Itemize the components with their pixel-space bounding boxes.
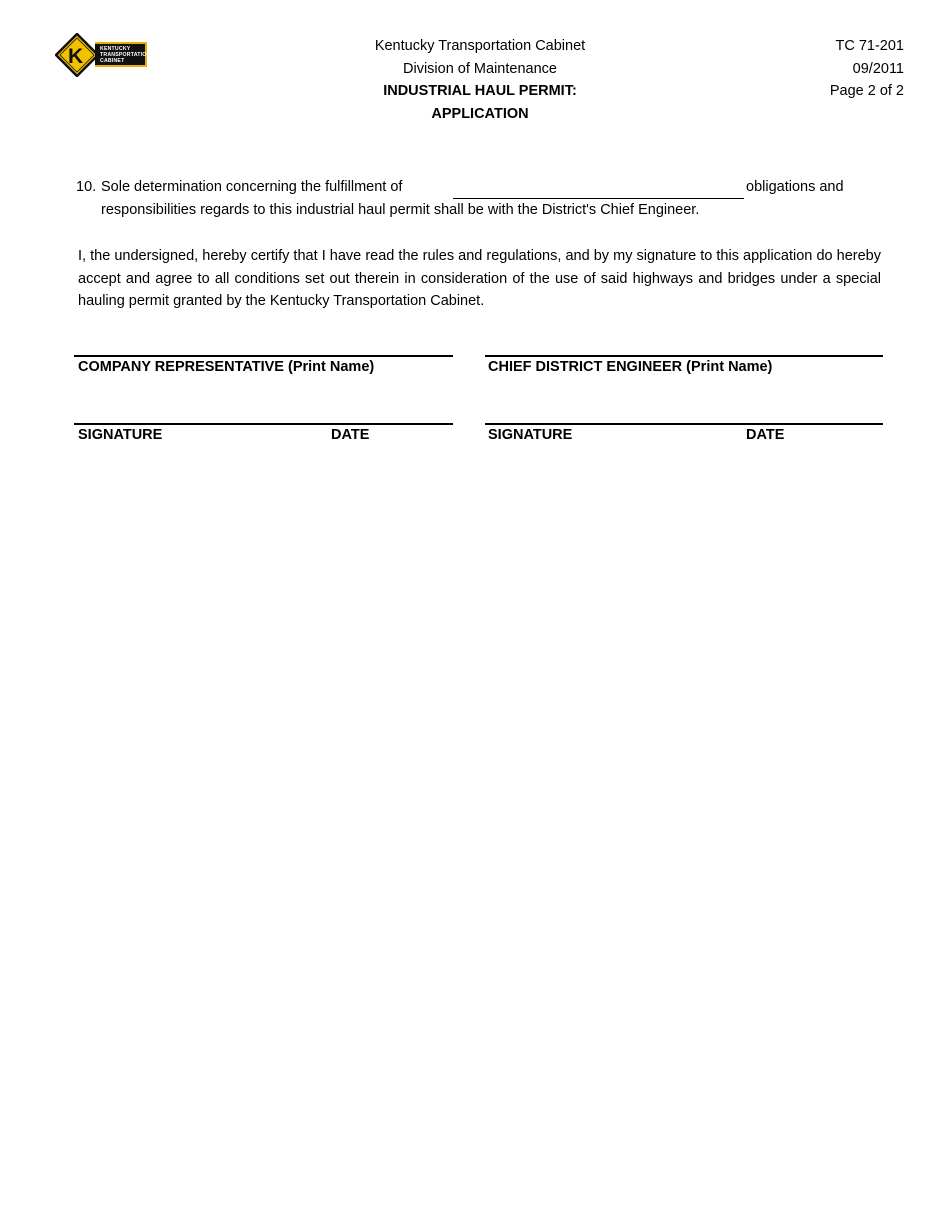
company-representative-name-label: COMPANY REPRESENTATIVE (Print Name) <box>78 359 375 375</box>
right-signature-label: SIGNATURE <box>488 427 573 443</box>
agency-name: Kentucky Transportation Cabinet <box>374 38 586 54</box>
logo-wordmark <box>95 42 151 67</box>
form-number: TC 71-201 <box>835 38 904 54</box>
revision-date: 09/2011 <box>852 60 904 77</box>
logo-wordmark-line: CABINET <box>100 58 125 64</box>
division-name: Division of Maintenance <box>403 60 557 77</box>
chief-district-engineer-name-label: CHIEF DISTRICT ENGINEER (Print Name) <box>488 359 773 375</box>
item-number: 10. <box>76 179 97 195</box>
k-diamond-icon <box>55 33 99 77</box>
form-subtitle: APPLICATION <box>431 105 529 122</box>
responsible-party-field[interactable] <box>453 198 744 199</box>
form-identifier <box>830 35 904 103</box>
logo-wordmark-line: KENTUCKY <box>100 46 131 52</box>
item-10-tail-text: obligations and <box>746 179 844 195</box>
certification-statement: I, the undersigned, hereby certify that I have read the rules and regulations, and by my signature to this application do hereby accept and agree to all conditions set out therein in consideration of the use of said highways and bridges under a special hauling permit granted by the Kentucky Transportation Cabinet. <box>78 248 881 309</box>
form-header <box>330 35 630 125</box>
kentucky-transportation-logo <box>55 33 150 77</box>
item-10-line-2: responsibilities regards to this industrial haul permit shall be with the District's Chief Engineer. <box>101 202 700 218</box>
form-title: INDUSTRIAL HAUL PERMIT: <box>383 83 577 99</box>
item-10-lead-text: Sole determination concerning the fulfillment of <box>101 179 403 195</box>
left-date-label: DATE <box>331 427 370 443</box>
item-10-line-1 <box>76 176 886 199</box>
item-10 <box>76 176 886 222</box>
svg-text:K: K <box>68 45 84 68</box>
page-number: Page 2 of 2 <box>829 83 904 99</box>
right-date-label: DATE <box>746 427 785 443</box>
left-signature-label: SIGNATURE <box>78 427 163 443</box>
logo-wordmark-line: TRANSPORTATION <box>100 52 151 58</box>
